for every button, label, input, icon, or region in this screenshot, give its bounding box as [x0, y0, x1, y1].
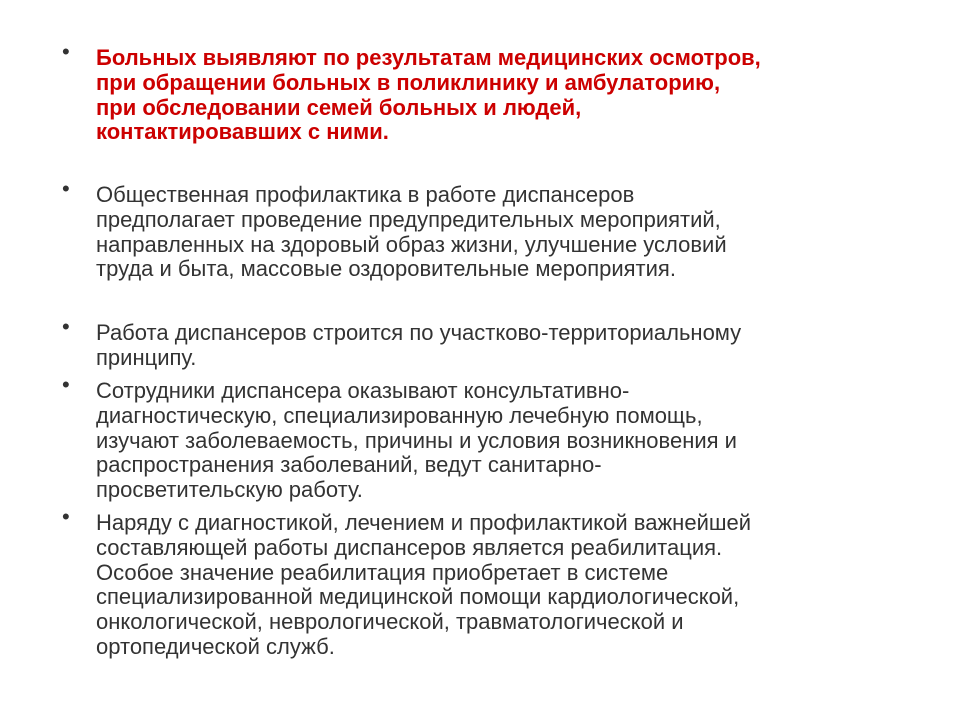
text-line: при обследовании семей больных и людей, — [96, 94, 582, 120]
text-line: принципу. — [96, 344, 197, 370]
bullet-dot: • — [62, 39, 70, 64]
bullet-dot: • — [62, 314, 70, 339]
text-line: Работа диспансеров строится по участково-территориальному — [96, 320, 742, 345]
text-line: Наряду с диагностикой, лечением и профилактикой важнейшей — [96, 510, 752, 535]
bullet-text — [96, 46, 936, 145]
text-line: просветительскую работу. — [96, 477, 363, 503]
bullet-text — [96, 321, 936, 371]
text-line: диагностическую, специализированную лечебную помощь, — [96, 402, 703, 428]
text-line: онкологической, неврологической, травматологической и — [96, 609, 684, 635]
text-line: направленных на здоровый образ жизни, улучшение условий — [96, 231, 727, 257]
bullet-dot: • — [62, 176, 70, 201]
text-line: предполагает проведение предупредительных мероприятий, — [96, 206, 721, 232]
bullet-text — [96, 511, 936, 660]
text-line: контактировавших с ними. — [96, 119, 389, 145]
text-line: Особое значение реабилитация приобретает в системе — [96, 559, 669, 585]
bullet-dot: • — [62, 504, 70, 529]
bullet-text — [96, 379, 936, 503]
bullet-dot: • — [62, 372, 70, 397]
text-line: Общественная профилактика в работе диспансеров — [96, 182, 635, 207]
text-line: распространения заболеваний, ведут санитарно- — [96, 452, 602, 478]
text-line: труда и быта, массовые оздоровительные мероприятия. — [96, 256, 676, 282]
bullet-text — [96, 183, 936, 282]
text-line: Сотрудники диспансера оказывают консультативно- — [96, 378, 630, 403]
text-line: составляющей работы диспансеров является реабилитация. — [96, 534, 723, 560]
text-line: ортопедической служб. — [96, 633, 335, 659]
text-line: изучают заболеваемость, причины и условия возникновения и — [96, 427, 737, 453]
text-line: специализированной медицинской помощи кардиологической, — [96, 584, 740, 610]
text-line: Больных выявляют по результатам медицинских осмотров, — [96, 45, 761, 70]
text-line: при обращении больных в поликлинику и амбулаторию, — [96, 69, 721, 95]
